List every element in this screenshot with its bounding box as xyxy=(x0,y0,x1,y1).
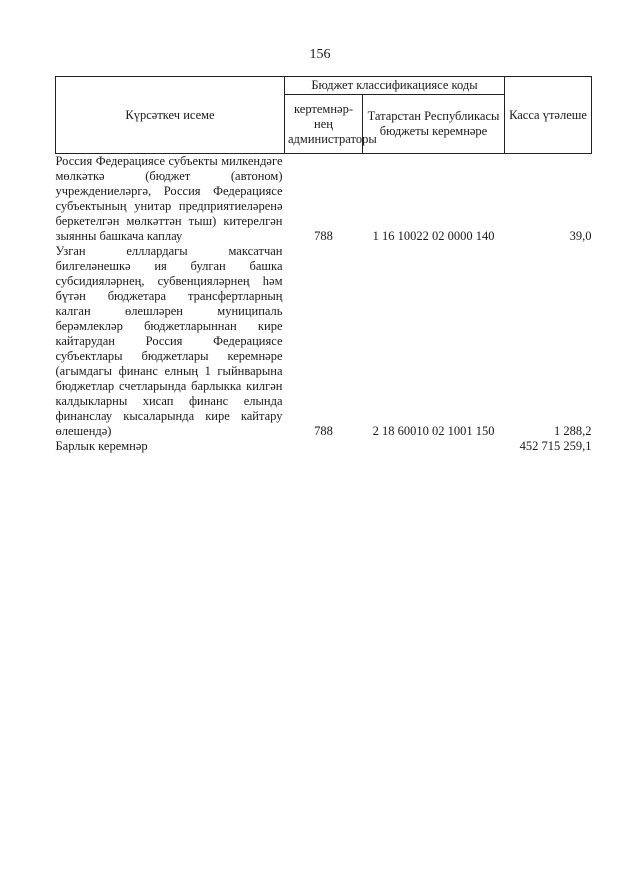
row-cash-amount: 1 288,2 xyxy=(554,424,592,438)
row-classification-code: 2 18 60010 02 1001 150 xyxy=(372,424,495,438)
table-row xyxy=(56,244,592,439)
row-admin-code: 788 xyxy=(314,424,333,438)
row-indicator-name: Узган елллардагы максатчан билгеләнешкә ия булган башка субсидияләрнең, субвенцияләрнең һәм бүтән бюджетара трансфертларның калган өлешләрен муниципаль берәмлекләр бюджетларыннан кире кайтарудан Россия Федерациясе субъектлары бюджетлары керемнәре (агымдагы финанс елның 1 гыйнварына бюджетлар счетларында барлыкка килгән калдыкларны хисап финанс елында финанслау кысаларында кире кайтару өлешендә) xyxy=(55,244,283,438)
row-classification-code: 1 16 10022 02 0000 140 xyxy=(372,229,495,243)
row-admin-code: 788 xyxy=(314,229,333,243)
header-budget-codes: Бюджет классификациясе коды xyxy=(285,77,505,95)
row-indicator-name: Россия Федерациясе субъекты милкендәге мөлкәткә (бюджет (автоном) учреждениеләргә, Россия Федерациясе субъектының унитар предприятиеләренә беркетелгән мөлкәттән тыш) китерелгән зыянны башкача каплау xyxy=(55,154,283,243)
header-indicator-name: Күрсәткеч исеме xyxy=(56,77,285,154)
header-tatarstan-revenues: Татарстан Республикасы бюджеты керемнәре xyxy=(363,95,505,154)
page-number: 156 xyxy=(309,47,331,62)
header-cash-execution: Касса үтәлеше xyxy=(505,77,592,154)
row-cash-amount: 39,0 xyxy=(569,229,592,243)
budget-revenue-table xyxy=(55,76,592,454)
header-revenue-administrator: кертемнәр-нең администраторы xyxy=(285,95,363,154)
total-amount: 452 715 259,1 xyxy=(519,439,592,453)
total-label: Барлык керемнәр xyxy=(55,439,148,453)
table-row xyxy=(56,154,592,245)
total-row xyxy=(56,439,592,454)
